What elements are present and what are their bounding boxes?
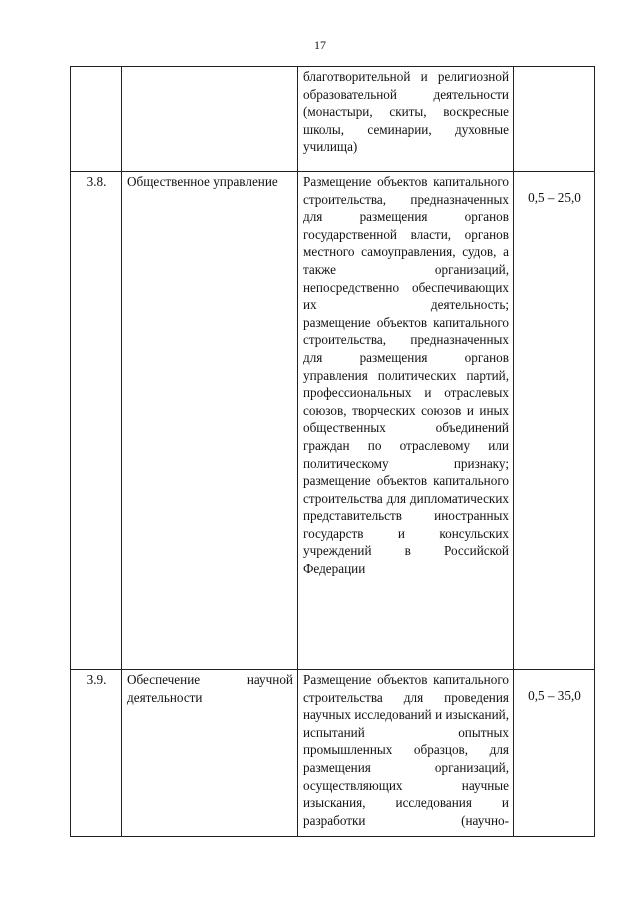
row-description [298, 172, 514, 670]
row-number: 3.9. [71, 670, 122, 837]
description-paragraph: Размещение объектов капитального строительства для проведения научных исследований и изысканий, испытаний опытных промышленных образцов, для размещения организаций, осуществляющих научные изыскания, исследования и разработки (научно- [303, 672, 509, 828]
table-row [71, 67, 595, 172]
value-range: 0,5 – 25,0 [528, 190, 581, 205]
description-paragraph: размещение объектов капитального строительства, предназначенных для размещения органов управления политических партий, профессиональных и отраслевых союзов, творческих союзов и иных общественных объединений граждан по отраслевому или политическому признаку; [303, 314, 509, 471]
table-row [71, 670, 595, 837]
row-name: Общественное управление [122, 172, 298, 670]
row-value [514, 67, 595, 172]
page-number: 17 [314, 38, 326, 52]
description-paragraph: Размещение объектов капитального строительства, предназначенных для размещения органов государственной власти, органов местного самоуправления, судов, а также организаций, непосредственно обеспечивающих их деятельность; [303, 174, 509, 313]
row-value [514, 670, 595, 837]
row-name: Обеспечение научной деятельности [122, 670, 298, 837]
row-number [71, 67, 122, 172]
land-use-table [70, 66, 595, 837]
description-paragraph: благотворительной и религиозной образовательной деятельности (монастыри, скиты, воскресные школы, семинарии, духовные училища) [303, 69, 509, 155]
table-row [71, 172, 595, 670]
row-description [298, 670, 514, 837]
row-number: 3.8. [71, 172, 122, 670]
description-paragraph: размещение объектов капитального строительства для дипломатических представительств иностранных государств и консульских учреждений в Российской Федерации [303, 473, 509, 577]
row-name [122, 67, 298, 172]
value-range: 0,5 – 35,0 [528, 688, 581, 703]
row-description [298, 67, 514, 172]
row-value [514, 172, 595, 670]
